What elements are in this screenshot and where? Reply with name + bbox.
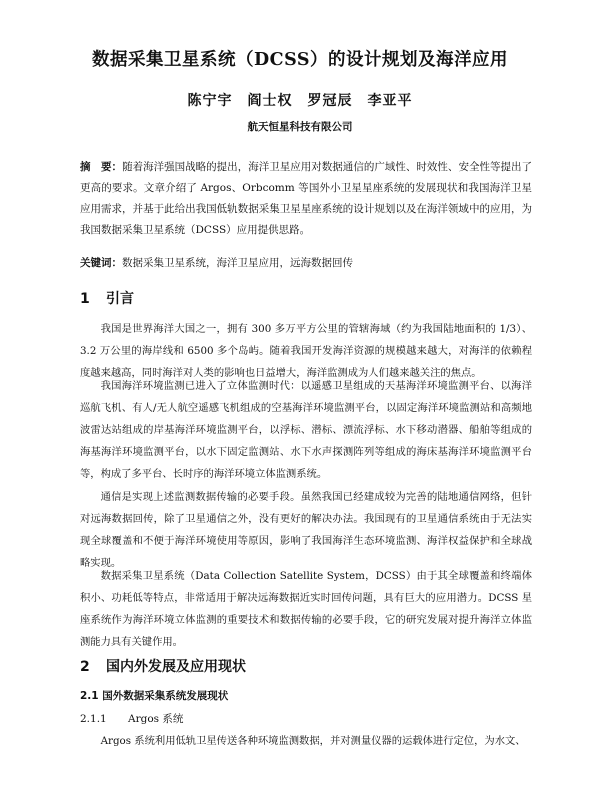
keywords-label: 关键词： (80, 257, 122, 269)
abstract-label: 摘 要： (80, 161, 123, 173)
author-list: 陈宁宇 阎士权 罗冠辰 李亚平 (187, 93, 413, 109)
paragraph: 数据采集卫星系统（Data Collection Satellite System，DCSS）由于其全球覆盖和终端体积小、功耗低等特点，非常适用于解决远海数据近实时回传问题，具有巨大的应用潜力。DCSS 星座系统作为海洋环境立体监测的重要技术和数据传输的必要手段，它的研究发展对提升海洋立体监测能力具有关键作用。 (80, 570, 532, 648)
subsubsection-number: 2.1.1 (80, 713, 107, 725)
keywords (80, 255, 532, 271)
section-number: 2 (80, 659, 90, 675)
section-heading-2 (80, 656, 246, 676)
section-number: 1 (80, 291, 90, 307)
section-title: 国内外发展及应用现状 (106, 659, 246, 675)
subsubsection-heading (80, 711, 183, 726)
keywords-text: 数据采集卫星系统，海洋卫星应用，远海数据回传 (122, 257, 353, 269)
abstract (80, 157, 532, 241)
section-heading-1 (80, 288, 134, 308)
subsection-heading: 2.1 国外数据采集系统发展现状 (80, 690, 229, 702)
affiliation: 航天恒星科技有限公司 (247, 121, 353, 133)
paragraph: 我国海洋环境监测已进入了立体监测时代：以遥感卫星组成的天基海洋环境监测平台、以海洋巡航飞机、有人/无人航空遥感飞机组成的空基海洋环境监测平台，以固定海洋环境监测站和高频地波雷达站组成的岸基海洋环境监测平台，以浮标、潜标、漂流浮标、水下移动潜器、船舶等组成的海基海洋环境监测平台，以水下固定监测站、水下水声探测阵列等组成的海床基海洋环境监测平台等，构成了多平台、长时序的海洋环境立体监测系统。 (80, 380, 532, 480)
paper-title: 数据采集卫星系统（DCSS）的设计规划及海洋应用 (92, 50, 508, 70)
paragraph: 通信是实现上述监测数据传输的必要手段。虽然我国已经建成较为完善的陆地通信网络，但针对远海数据回传，除了卫星通信之外，没有更好的解决办法。我国现有的卫星通信系统由于无法实现全球覆盖和不便于海洋环境使用等原因，影响了我国海洋生态环境监测、海洋权益保护和全球战略实现。 (80, 491, 532, 569)
subsubsection-title: Argos 系统 (128, 713, 184, 725)
section-title: 引言 (106, 291, 134, 307)
abstract-text: 随着海洋强国战略的提出，海洋卫星应用对数据通信的广域性、时效性、安全性等提出了更高的要求。文章介绍了 Argos、Orbcomm 等国外小卫星星座系统的发展现状和我国海洋卫星应用需求，并基于此给出我国低轨数据采集卫星星座系统的设计规划以及在海洋领域中的应用，为我国数据采集卫星系统（DCSS）应用提供思路。 (80, 161, 533, 236)
paragraph: 我国是世界海洋大国之一，拥有 300 多万平方公里的管辖海域（约为我国陆地面积的 1/3）、3.2 万公里的海岸线和 6500 多个岛屿。随着我国开发海洋资源的规模越来越大，对海洋的依赖程度越来越高，同时海洋对人类的影响也日益增大，海洋监测成为人们越来越关注的焦点。 (80, 323, 532, 379)
paragraph: Argos 系统利用低轨卫星传送各种环境监测数据，并对测量仪器的运载体进行定位，为水文、 (100, 735, 526, 747)
